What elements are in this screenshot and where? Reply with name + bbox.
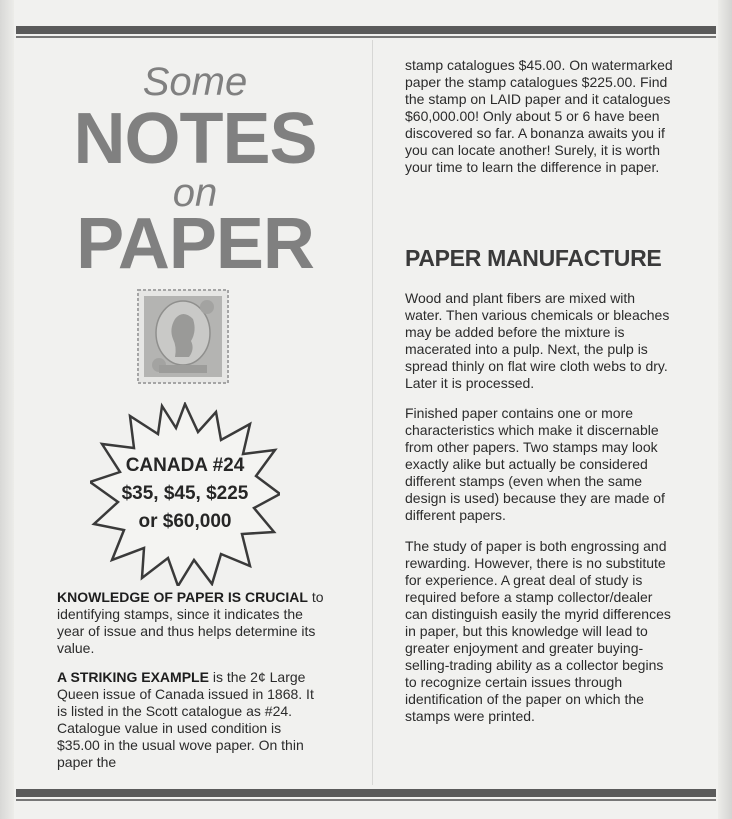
top-rule-thick [16, 26, 716, 34]
fold-line [372, 40, 373, 785]
starburst-line-2: $35, $45, $225 [121, 483, 249, 504]
bottom-rule-thick [16, 789, 716, 797]
example-text: is the 2¢ Large Queen issue of Canada issued in 1868. It is listed in the Scott catalogue as #24. Catalogue value in used condition is $35.00 in the usual wove paper. On thin paper the [57, 669, 314, 770]
title-some: Some [142, 60, 248, 104]
example-paragraph [57, 669, 325, 771]
title-notes: NOTES [73, 99, 317, 179]
top-rule-thin [16, 36, 716, 38]
knowledge-paragraph [57, 589, 325, 657]
starburst-line-1: CANADA #24 [125, 455, 245, 476]
characteristics-paragraph: Finished paper contains one or more characteristics which make it discernable from other papers. Two stamps may look exactly alike but actually be considered different stamps (even when the same design is used) because they are made of different papers. [405, 405, 665, 523]
knowledge-lead: KNOWLEDGE OF PAPER IS CRUCIAL [57, 589, 308, 605]
continued-paragraph: stamp catalogues $45.00. On watermarked paper the stamp catalogues $225.00. Find the stamp on LAID paper and it catalogues $60,000.00! Only about 5 or 6 have been discovered so far. A bonanza awaits you if you can locate another! Surely, it is worth your time to learn the difference in paper. [405, 57, 673, 175]
large-queen-stamp-icon [137, 289, 229, 384]
starburst-text [100, 452, 270, 536]
manufacture-paragraph: Wood and plant fibers are mixed with water. Then various chemicals or bleaches may be added before the mixture is macerated into a pulp. Next, the pulp is spread thinly on flat wire cloth webs to dry. Later it is processed. [405, 290, 670, 391]
title-paper: PAPER [76, 204, 314, 284]
scan-edge-right [718, 0, 732, 819]
study-paragraph: The study of paper is both engrossing and rewarding. However, there is no substitute for experience. A great deal of study is required before a stamp collector/dealer can distinguish easily the myrid differences in paper, but this knowledge will lead to greater enjoyment and greater buying-selling-trading ability as a collector begins to recognize certain issues through identification of the paper on which the stamps were printed. [405, 538, 671, 724]
section-heading: PAPER MANUFACTURE [405, 245, 662, 271]
example-lead: A STRIKING EXAMPLE [57, 669, 209, 685]
scan-edge-left [0, 0, 14, 819]
title-on: on [172, 171, 218, 215]
starburst-line-3: or $60,000 [138, 511, 232, 532]
bottom-rule-thin [16, 799, 716, 801]
knowledge-text: to identifying stamps, since it indicates the year of issue and thus helps determine its value. [57, 589, 324, 656]
